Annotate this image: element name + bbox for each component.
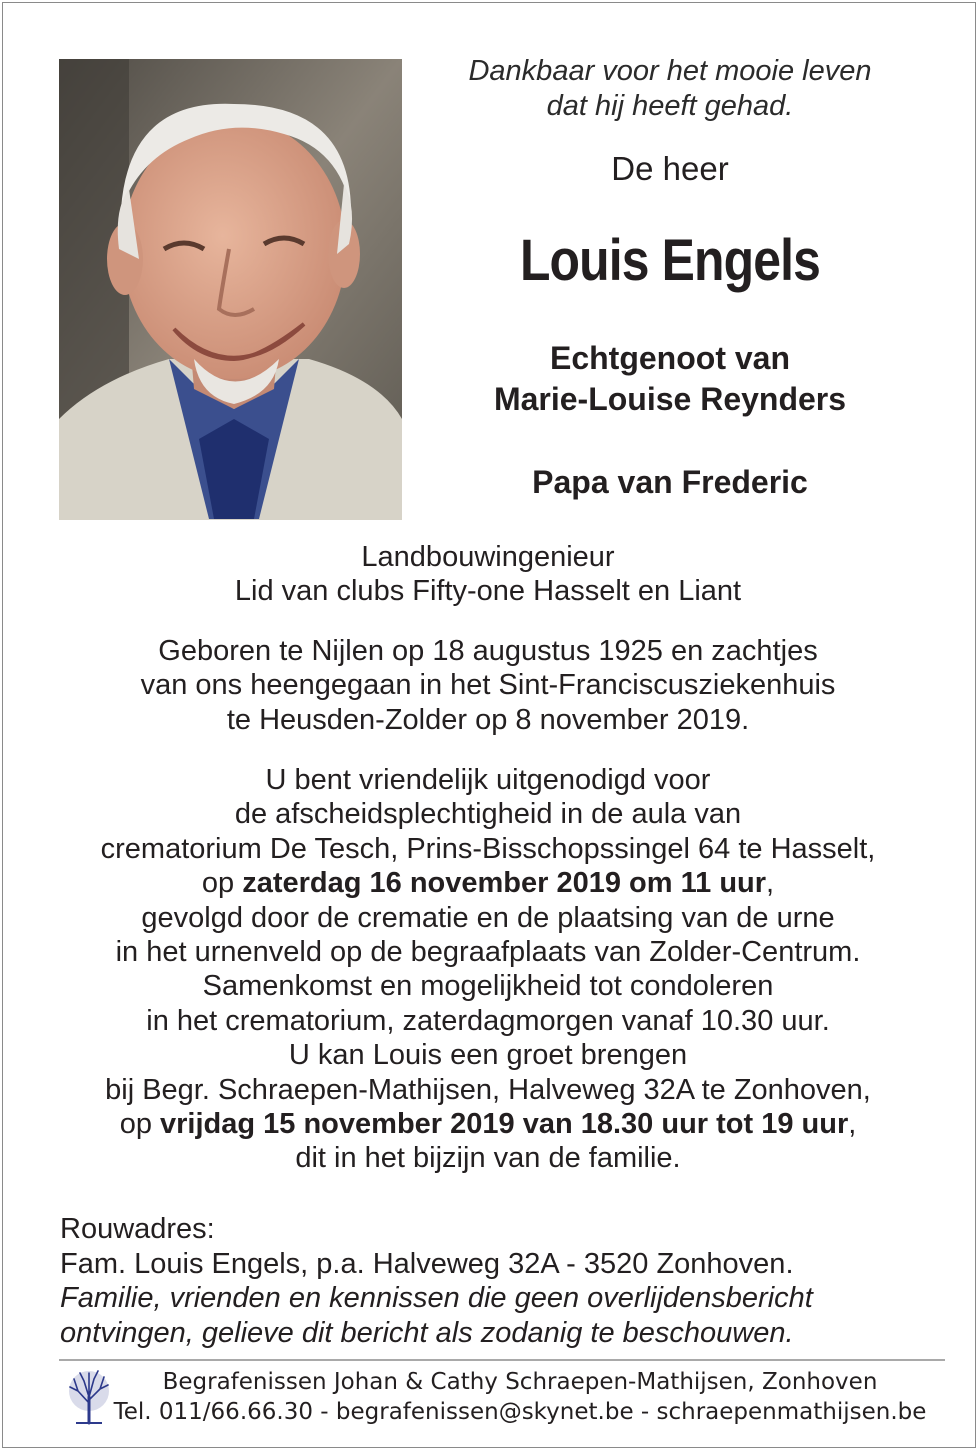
birth-line-3: te Heusden-Zolder op 8 november 2019. <box>226 703 750 736</box>
ceremony-line: bij Begr. Schraepen-Mathijsen, Halveweg 32A te Zonhoven, <box>105 1073 871 1106</box>
motto-line-2: dat hij heeft gehad. <box>546 90 794 122</box>
undertaker-footer <box>110 1367 930 1427</box>
portrait-photo <box>59 59 402 520</box>
ceremony-line: in het crematorium, zaterdagmorgen vanaf 10.30 uur. <box>146 1004 830 1037</box>
ceremony-line: dit in het bijzijn van de familie. <box>295 1142 681 1175</box>
address-label: Rouwadres: <box>60 1213 215 1245</box>
ceremony-line: U bent vriendelijk uitgenodigd voor <box>265 764 711 796</box>
address-line: Fam. Louis Engels, p.a. Halveweg 32A - 3520 Zonhoven. <box>60 1247 794 1280</box>
motto <box>430 54 910 124</box>
visitation-date-line <box>40 1107 936 1141</box>
ceremony-block <box>40 763 936 1176</box>
profession-line-2: Lid van clubs Fifty-one Hasselt en Liant <box>234 575 742 608</box>
birth-line-2: van ons heengegaan in het Sint-Franciscusziekenhuis <box>140 669 836 702</box>
profession-block <box>40 540 936 609</box>
portrait-image <box>59 59 402 520</box>
salutation: De heer <box>611 150 729 187</box>
footer-line-1: Begrafenissen Johan & Cathy Schraepen-Mathijsen, Zonhoven <box>162 1369 878 1395</box>
ceremony-date: zaterdag 16 november 2019 om 11 uur <box>242 867 767 900</box>
footer-line-2: Tel. 011/66.66.30 - begrafenissen@skynet.be - schraepenmathijsen.be <box>113 1399 927 1425</box>
ceremony-date-line <box>40 866 936 900</box>
ceremony-line: U kan Louis een groet brengen <box>288 1039 688 1072</box>
visitation-date-suffix: , <box>848 1108 857 1141</box>
spouse-line-1: Echtgenoot van <box>549 340 790 376</box>
address-note-2: ontvingen, gelieve dit bericht als zodanig te beschouwen. <box>60 1316 794 1349</box>
child-line: Papa van Frederic <box>532 464 808 500</box>
ceremony-date-suffix: , <box>766 867 775 900</box>
ceremony-line: crematorium De Tesch, Prins-Bisschopssingel 64 te Hasselt, <box>100 832 876 865</box>
motto-line-1: Dankbaar voor het mooie leven <box>468 55 872 87</box>
footer-divider <box>59 1359 945 1361</box>
spouse-line-2: Marie-Louise Reynders <box>493 381 847 417</box>
ceremony-line: de afscheidsplechtigheid in de aula van <box>234 798 742 831</box>
birth-line-1: Geboren te Nijlen op 18 augustus 1925 en zachtjes <box>158 635 818 667</box>
address-note-1: Familie, vrienden en kennissen die geen overlijdensbericht <box>60 1282 813 1314</box>
profession-line-1: Landbouwingenieur <box>361 541 615 573</box>
ceremony-date-prefix: op <box>201 867 243 900</box>
spouse-block <box>430 338 910 420</box>
ceremony-line: Samenkomst en mogelijkheid tot condoleren <box>202 970 774 1003</box>
visitation-date: vrijdag 15 november 2019 van 18.30 uur tot 19 uur <box>160 1108 849 1141</box>
ceremony-line: gevolgd door de crematie en de plaatsing van de urne <box>141 901 835 934</box>
ceremony-line: in het urnenveld op de begraafplaats van Zolder-Centrum. <box>115 936 861 969</box>
mourning-address-block <box>60 1212 940 1350</box>
deceased-name: Louis Engels <box>519 228 821 293</box>
tree-logo-icon <box>64 1367 114 1425</box>
birth-death-block <box>40 634 936 737</box>
visitation-date-prefix: op <box>119 1108 161 1141</box>
